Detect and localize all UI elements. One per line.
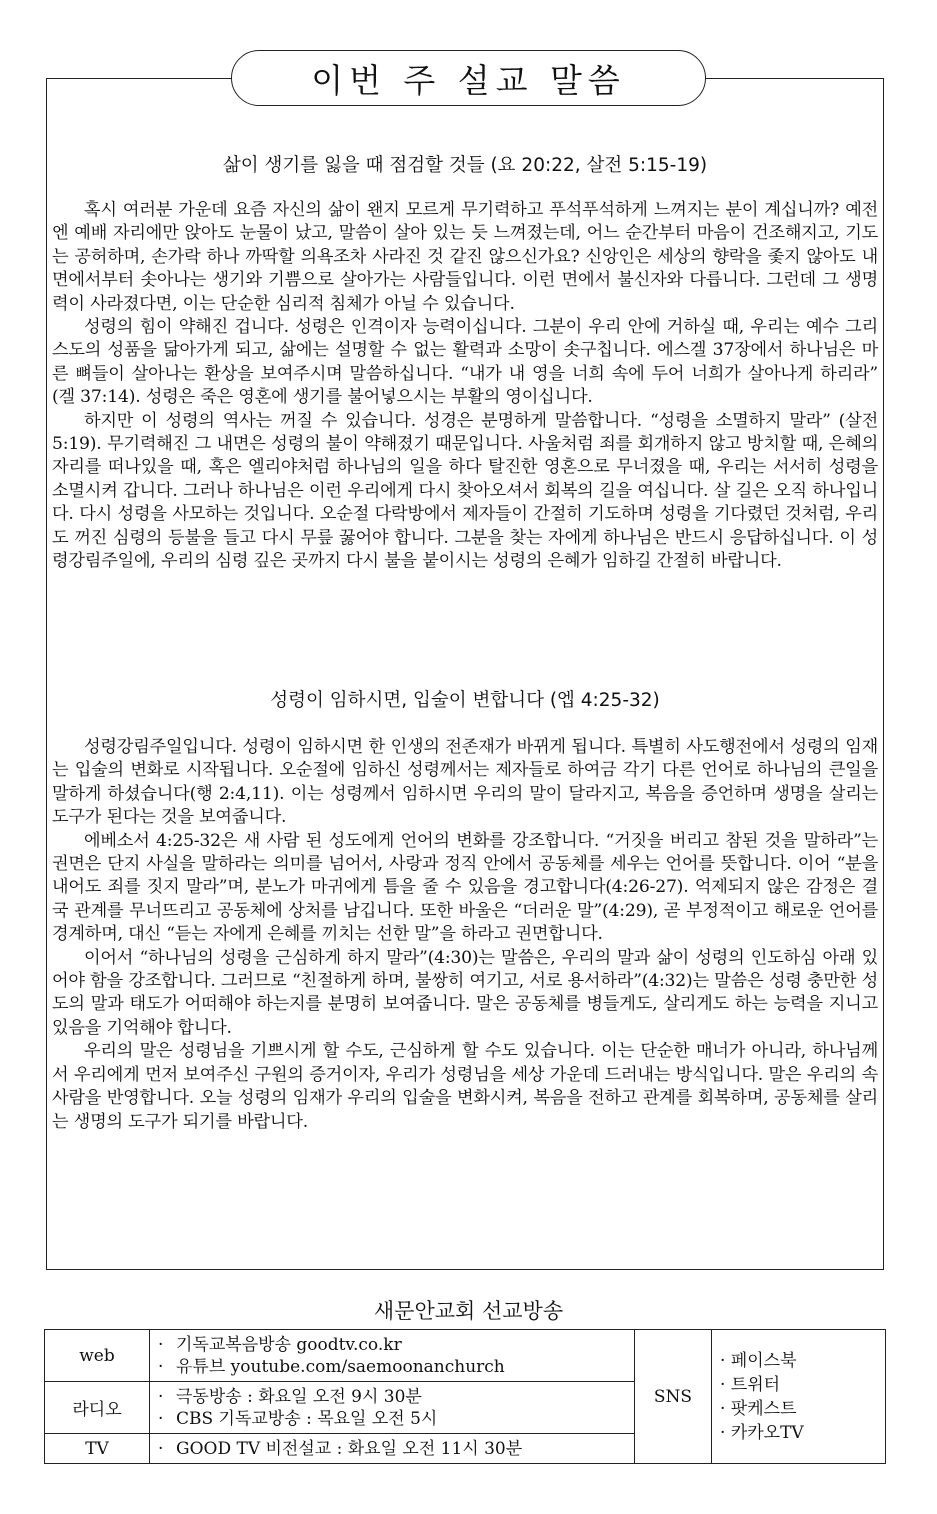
list-item: · 카카오TV [720, 1422, 804, 1443]
list-item: · 페이스북 [720, 1350, 797, 1371]
sns-list [712, 1330, 886, 1464]
sermon2-heading: 성령이 임하시면, 입술이 변합니다 (엡 4:25-32) [270, 690, 660, 711]
list-item: · 팟케스트 [720, 1398, 797, 1419]
sermon2-paragraph: 이어서 “하나님의 성령을 근심하게 하지 말라”(4:30)는 말씀은, 우리의 말과 삶이 성령의 인도하심 아래 있어야 함을 강조합니다. 그러므로 “친절하게 하며, 불쌍히 여기고, 서로 용서하라”(4:32)는 말씀은 성령 충만한 성도의 말과 태도가 어떠해야 하는지를 분명히 보여줍니다. 말은 공동체를 병들게도, 살리게도 하는 능력을 지니고 있음을 기억해야 합니다. [52, 947, 878, 1038]
sermon1-paragraph: 혹시 여러분 가운데 요즘 자신의 삶이 왠지 모르게 무기력하고 푸석푸석하게 느껴지는 분이 계십니까? 예전엔 예배 자리에만 앉아도 눈물이 났고, 말씀이 살아 있는 듯 느껴졌는데, 어느 순간부터 마음이 건조해지고, 기도는 공허하며, 손가락 하나 까딱할 의욕조차 사라진 것 같진 않으신가요? 신앙인은 세상의 향락을 좇지 않아도 내면에서부터 솟아나는 생기와 기쁨으로 살아가는 사람들입니다. 이런 면에서 불신자와 다릅니다. 그런데 그 생명력이 사라졌다면, 이는 단순한 심리적 침체가 아닐 수 있습니다. [52, 200, 878, 314]
page-title: 이번 주 설교 말씀 [231, 50, 706, 106]
sermon2-paragraph: 성령강림주일입니다. 성령이 임하시면 한 인생의 전존재가 바뀌게 됩니다. 특별히 사도행전에서 성령의 임재는 입술의 변화로 시작됩니다. 오순절에 임하신 성령께서는 제자들로 하여금 각기 다른 언어로 하나님의 큰일을 말하게 하셨습니다(행 2:4,11). 이는 성령께서 임하시면 우리의 말이 달라지고, 복음을 증언하며 생명을 살리는 도구가 된다는 것을 보여줍니다. [52, 737, 878, 828]
sermon2-paragraph: 에베소서 4:25-32은 새 사람 된 성도에게 언어의 변화를 강조합니다. “거짓을 버리고 참된 것을 말하라”는 권면은 단지 사실을 말하라는 의미를 넘어서, 사랑과 정직 안에서 공동체를 세우는 언어를 뜻합니다. 이어 “분을 내어도 죄를 짓지 말라”며, 분노가 마귀에게 틈을 줄 수 있음을 경고합니다(4:26-27). 억제되지 않은 감정은 결국 관계를 무너뜨리고 공동체에 상처를 남깁니다. 또한 바울은 “더러운 말”(4:29), 곧 부정적이고 해로운 언어를 경계하며, 대신 “듣는 자에게 은혜를 끼치는 선한 말”을 하라고 권면합니다. [52, 830, 878, 945]
sermon1-paragraph: 성령의 힘이 약해진 겁니다. 성령은 인격이자 능력이십니다. 그분이 우리 안에 거하실 때, 우리는 예수 그리스도의 성품을 닮아가게 되고, 삶에는 설명할 수 없는 활력과 소망이 솟구칩니다. 에스겔 37장에서 하나님은 마른 뼈들이 살아나는 환상을 보여주시며 말씀하십니다. “내가 내 영을 너희 속에 두어 너희가 살아나게 하리라” (겔 37:14). 성령은 죽은 영혼에 생기를 불어넣으시는 부활의 영이십니다. [52, 317, 878, 408]
broadcast-items [150, 1382, 635, 1434]
sermon2-body [52, 736, 878, 1134]
list-item: · 극동방송 : 화요일 오전 9시 30분 [158, 1386, 422, 1407]
list-item: · GOOD TV 비전설교 : 화요일 오전 11시 30분 [158, 1438, 523, 1459]
category-tv: TV [45, 1434, 150, 1464]
list-item: · 기독교복음방송 goodtv.co.kr [158, 1334, 402, 1355]
sermon1-body [52, 199, 878, 574]
broadcast-table [44, 1329, 886, 1464]
list-item: · CBS 기독교방송 : 목요일 오전 5시 [158, 1408, 438, 1429]
sermon1-heading: 삶이 생기를 잃을 때 점검할 것들 (요 20:22, 살전 5:15-19) [222, 155, 708, 176]
broadcast-row-web [45, 1330, 886, 1382]
category-radio: 라디오 [45, 1382, 150, 1434]
broadcast-title: 새문안교회 선교방송 [373, 1299, 564, 1323]
list-item: · 유튜브 youtube.com/saemoonanchurch [158, 1356, 505, 1377]
sns-label: SNS [635, 1330, 712, 1464]
list-item: · 트위터 [720, 1374, 781, 1395]
sermon1-paragraph: 하지만 이 성령의 역사는 꺼질 수 있습니다. 성경은 분명하게 말씀합니다. “성령을 소멸하지 말라” (살전 5:19). 무기력해진 그 내면은 성령의 불이 약해졌기 때문입니다. 사울처럼 죄를 회개하지 않고 방치할 때, 은혜의 자리를 떠나있을 때, 혹은 엘리야처럼 하나님의 일을 하다 탈진한 영혼으로 무너졌을 때, 우리는 서서히 성령을 소멸시켜 갑니다. 그러나 하나님은 이런 우리에게 다시 찾아오셔서 회복의 길을 여십니다. 살 길은 오직 하나입니다. 다시 성령을 사모하는 것입니다. 오순절 다락방에서 제자들이 간절히 기도하며 성령을 기다렸던 것처럼, 우리도 꺼진 심령의 등불을 들고 다시 무릎 꿇어야 합니다. 그분을 찾는 자에게 하나님은 반드시 응답하십니다. 이 성령강림주일에, 우리의 심령 깊은 곳까지 다시 불을 붙이시는 성령의 은혜가 임하길 간절히 바랍니다. [52, 410, 878, 572]
broadcast-items [150, 1434, 635, 1464]
category-web: web [45, 1330, 150, 1382]
sermon2-paragraph: 우리의 말은 성령님을 기쁘시게 할 수도, 근심하게 할 수도 있습니다. 이는 단순한 매너가 아니라, 하나님께서 우리에게 먼저 보여주신 구원의 증거이자, 우리가 성령님을 세상 가운데 드러내는 방식입니다. 말은 우리의 속사람을 반영합니다. 오늘 성령의 임재가 우리의 입술을 변화시켜, 복음을 전하고 관계를 회복하며, 공동체를 살리는 생명의 도구가 되기를 바랍니다. [52, 1041, 878, 1132]
broadcast-items [150, 1330, 635, 1382]
